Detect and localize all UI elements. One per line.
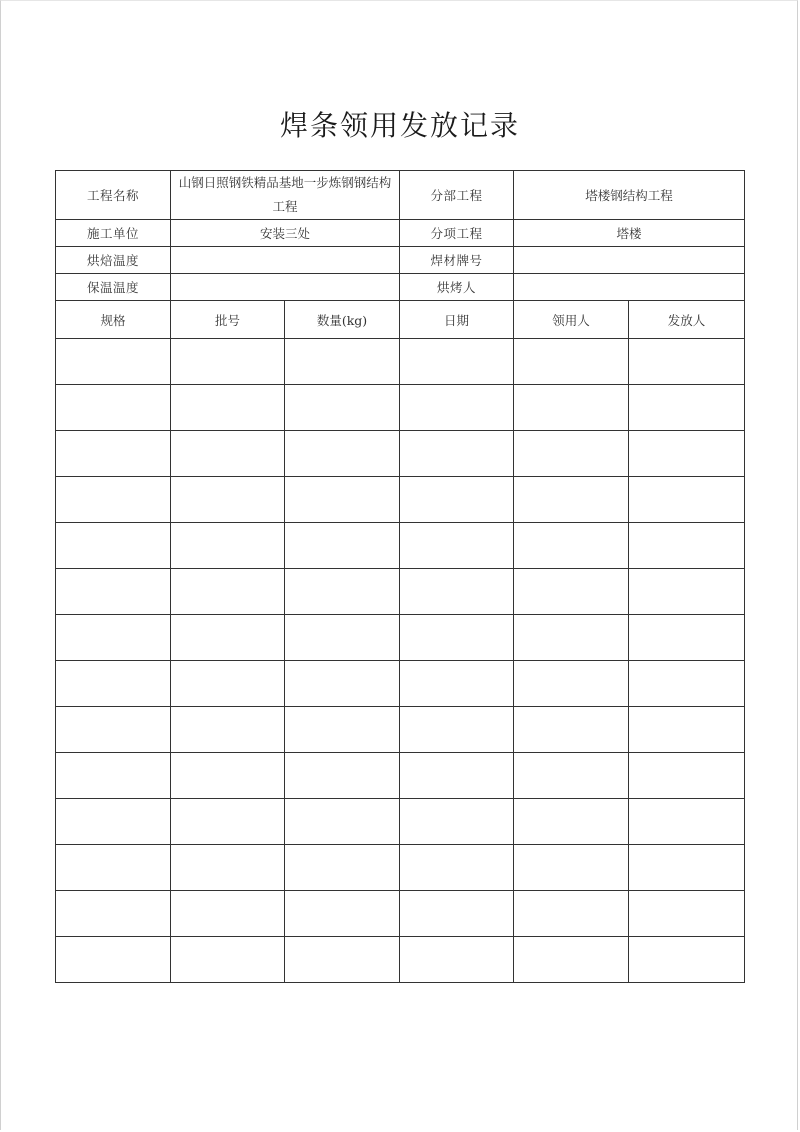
table-row [56,661,745,707]
table-row [56,891,745,937]
table-row [56,753,745,799]
cell-issuer[interactable] [629,523,745,569]
item-project-value[interactable]: 塔楼 [514,220,745,247]
cell-quantity[interactable] [285,477,400,523]
cell-receiver[interactable] [514,385,629,431]
cell-issuer[interactable] [629,753,745,799]
info-row-unit [56,220,745,247]
cell-receiver[interactable] [514,707,629,753]
cell-quantity[interactable] [285,799,400,845]
cell-batch[interactable] [171,845,285,891]
cell-spec[interactable] [56,569,171,615]
cell-date[interactable] [400,615,514,661]
weld-material-label: 焊材牌号 [400,247,514,274]
project-name-label: 工程名称 [56,171,171,220]
cell-quantity[interactable] [285,845,400,891]
sub-project-label: 分部工程 [400,171,514,220]
cell-issuer[interactable] [629,707,745,753]
cell-quantity[interactable] [285,339,400,385]
cell-spec[interactable] [56,707,171,753]
table-row [56,615,745,661]
cell-spec[interactable] [56,799,171,845]
weld-material-value[interactable] [514,247,745,274]
holding-temp-value[interactable] [171,274,400,301]
cell-issuer[interactable] [629,615,745,661]
project-name-value[interactable] [171,171,400,220]
cell-spec[interactable] [56,615,171,661]
item-project-label: 分项工程 [400,220,514,247]
cell-receiver[interactable] [514,339,629,385]
cell-issuer[interactable] [629,385,745,431]
holding-temp-label: 保温温度 [56,274,171,301]
cell-date[interactable] [400,661,514,707]
construction-unit-label: 施工单位 [56,220,171,247]
cell-batch[interactable] [171,799,285,845]
cell-quantity[interactable] [285,707,400,753]
cell-receiver[interactable] [514,799,629,845]
cell-quantity[interactable] [285,661,400,707]
column-header-issuer: 发放人 [629,301,745,339]
cell-spec[interactable] [56,523,171,569]
cell-quantity[interactable] [285,385,400,431]
cell-date[interactable] [400,385,514,431]
cell-batch[interactable] [171,385,285,431]
cell-batch[interactable] [171,891,285,937]
project-name-line2: 工程 [272,199,298,214]
cell-batch[interactable] [171,707,285,753]
cell-issuer[interactable] [629,339,745,385]
table-row [56,339,745,385]
table-row [56,845,745,891]
cell-issuer[interactable] [629,477,745,523]
project-name-line1: 山钢日照钢铁精品基地一步炼钢钢结构 [178,175,392,190]
table-row [56,569,745,615]
column-header-quantity: 数量(kg) [285,301,400,339]
column-header-spec: 规格 [56,301,171,339]
table-row [56,431,745,477]
cell-batch[interactable] [171,615,285,661]
cell-batch[interactable] [171,753,285,799]
table-row [56,799,745,845]
cell-quantity[interactable] [285,569,400,615]
cell-receiver[interactable] [514,431,629,477]
cell-spec[interactable] [56,431,171,477]
cell-issuer[interactable] [629,431,745,477]
cell-issuer[interactable] [629,937,745,983]
column-header-receiver: 领用人 [514,301,629,339]
baking-temp-label: 烘焙温度 [56,247,171,274]
cell-date[interactable] [400,523,514,569]
cell-quantity[interactable] [285,753,400,799]
cell-date[interactable] [400,339,514,385]
baker-label: 烘烤人 [400,274,514,301]
cell-batch[interactable] [171,937,285,983]
cell-spec[interactable] [56,937,171,983]
cell-receiver[interactable] [514,523,629,569]
cell-quantity[interactable] [285,431,400,477]
cell-batch[interactable] [171,339,285,385]
cell-quantity[interactable] [285,523,400,569]
cell-receiver[interactable] [514,937,629,983]
cell-spec[interactable] [56,753,171,799]
table-row [56,707,745,753]
cell-date[interactable] [400,477,514,523]
cell-receiver[interactable] [514,615,629,661]
cell-issuer[interactable] [629,799,745,845]
cell-quantity[interactable] [285,615,400,661]
table-row [56,523,745,569]
cell-spec[interactable] [56,845,171,891]
cell-batch[interactable] [171,569,285,615]
data-rows [56,339,745,983]
info-row-project [56,171,745,220]
cell-batch[interactable] [171,661,285,707]
cell-date[interactable] [400,707,514,753]
table-row [56,477,745,523]
sub-project-value[interactable]: 塔楼钢结构工程 [514,171,745,220]
cell-spec[interactable] [56,477,171,523]
column-header-date: 日期 [400,301,514,339]
cell-receiver[interactable] [514,753,629,799]
baking-temp-value[interactable] [171,247,400,274]
cell-date[interactable] [400,431,514,477]
cell-batch[interactable] [171,477,285,523]
column-header-row [56,301,745,339]
cell-receiver[interactable] [514,845,629,891]
table-row [56,937,745,983]
baker-value[interactable] [514,274,745,301]
cell-quantity[interactable] [285,937,400,983]
cell-batch[interactable] [171,523,285,569]
cell-date[interactable] [400,799,514,845]
cell-date[interactable] [400,569,514,615]
cell-receiver[interactable] [514,891,629,937]
cell-spec[interactable] [56,891,171,937]
cell-spec[interactable] [56,661,171,707]
cell-receiver[interactable] [514,477,629,523]
cell-date[interactable] [400,753,514,799]
document-title: 焊条领用发放记录 [279,109,520,142]
cell-quantity[interactable] [285,891,400,937]
cell-spec[interactable] [56,339,171,385]
cell-receiver[interactable] [514,569,629,615]
table-row [56,385,745,431]
info-row-holding [56,274,745,301]
cell-issuer[interactable] [629,569,745,615]
cell-issuer[interactable] [629,845,745,891]
cell-spec[interactable] [56,385,171,431]
column-header-batch: 批号 [171,301,285,339]
cell-issuer[interactable] [629,891,745,937]
electrode-issue-record-table [55,170,745,983]
construction-unit-value[interactable]: 安装三处 [171,220,400,247]
cell-receiver[interactable] [514,661,629,707]
cell-date[interactable] [400,891,514,937]
cell-date[interactable] [400,845,514,891]
cell-issuer[interactable] [629,661,745,707]
cell-date[interactable] [400,937,514,983]
info-row-baking [56,247,745,274]
cell-batch[interactable] [171,431,285,477]
